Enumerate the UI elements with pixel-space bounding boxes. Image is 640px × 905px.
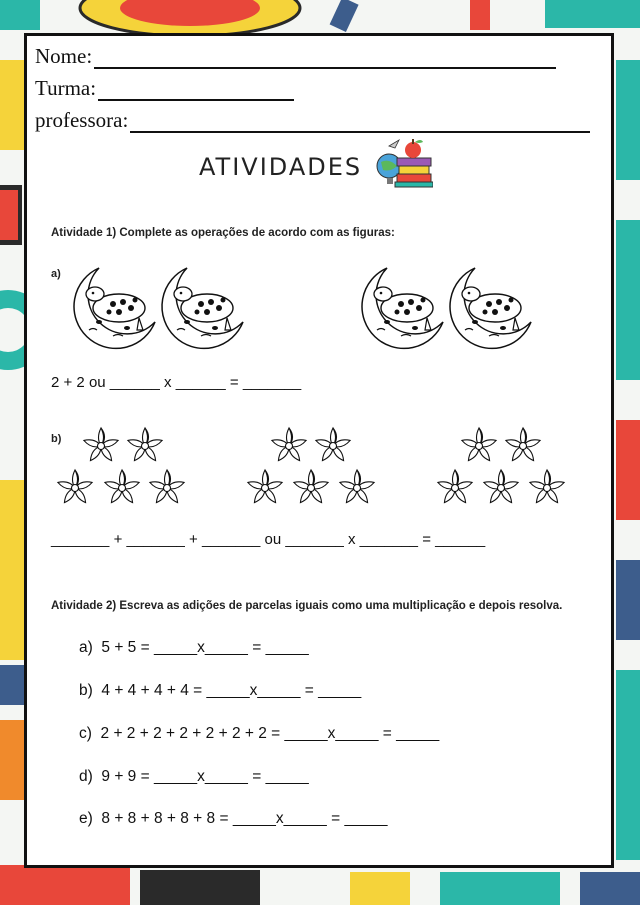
flower-icon (339, 470, 375, 504)
teacher-field (35, 108, 590, 133)
flower-icon (57, 470, 93, 504)
flower-icon (149, 470, 185, 504)
flower-icon (529, 470, 565, 504)
flower-icon (83, 428, 119, 462)
teacher-blank[interactable] (130, 111, 590, 133)
flower-groups (27, 416, 611, 516)
name-blank[interactable] (94, 47, 556, 69)
activity2-item-b[interactable]: b) 4 + 4 + 4 + 4 = _____x_____ = _____ (79, 682, 362, 699)
flower-icon (293, 470, 329, 504)
flower-icon (271, 428, 307, 462)
activity1-part-b-label: b) (51, 433, 62, 445)
flower-icon (437, 470, 473, 504)
moon-cow-icon (157, 262, 247, 354)
name-label: Nome: (35, 44, 93, 68)
moon-cow-figure-2 (157, 262, 247, 359)
activity1-part-a-label: a) (51, 268, 61, 280)
books-apple-globe-icon (375, 136, 433, 188)
flower-icon (505, 428, 541, 462)
activity2-item-c[interactable]: c) 2 + 2 + 2 + 2 + 2 + 2 + 2 = _____x_____ = _____ (79, 725, 440, 742)
flower-icon (461, 428, 497, 462)
worksheet (24, 33, 614, 868)
flower-icon (104, 470, 140, 504)
activity1-part-b-equation[interactable]: _______ + _______ + _______ ou _______ x _______ = ______ (51, 531, 486, 548)
page-title: ATIVIDADES (199, 153, 363, 181)
activity2-item-a[interactable]: a) 5 + 5 = _____x_____ = _____ (79, 639, 309, 656)
activity1-heading: Atividade 1) Complete as operações de acordo com as figuras: (51, 227, 395, 239)
moon-cow-icon (445, 262, 535, 354)
class-blank[interactable] (98, 79, 294, 101)
moon-cow-figure-1 (69, 262, 159, 359)
name-field (35, 44, 556, 69)
moon-cow-figure-3 (357, 262, 447, 359)
flower-icon (483, 470, 519, 504)
flower-icon (127, 428, 163, 462)
activity1-part-a-equation[interactable]: 2 + 2 ou ______ x ______ = _______ (51, 374, 302, 391)
flower-icon (315, 428, 351, 462)
flower-icon (247, 470, 283, 504)
moon-cow-icon (69, 262, 159, 354)
teacher-label: professora: (35, 108, 129, 132)
class-field (35, 76, 294, 101)
activity2-item-d[interactable]: d) 9 + 9 = _____x_____ = _____ (79, 768, 309, 785)
class-label: Turma: (35, 76, 97, 100)
moon-cow-figure-4 (445, 262, 535, 359)
activity2-heading: Atividade 2) Escreva as adições de parcelas iguais como uma multiplicação e depois resolva. (51, 600, 563, 612)
activity2-item-e[interactable]: e) 8 + 8 + 8 + 8 + 8 = _____x_____ = _____ (79, 810, 388, 827)
moon-cow-icon (357, 262, 447, 354)
